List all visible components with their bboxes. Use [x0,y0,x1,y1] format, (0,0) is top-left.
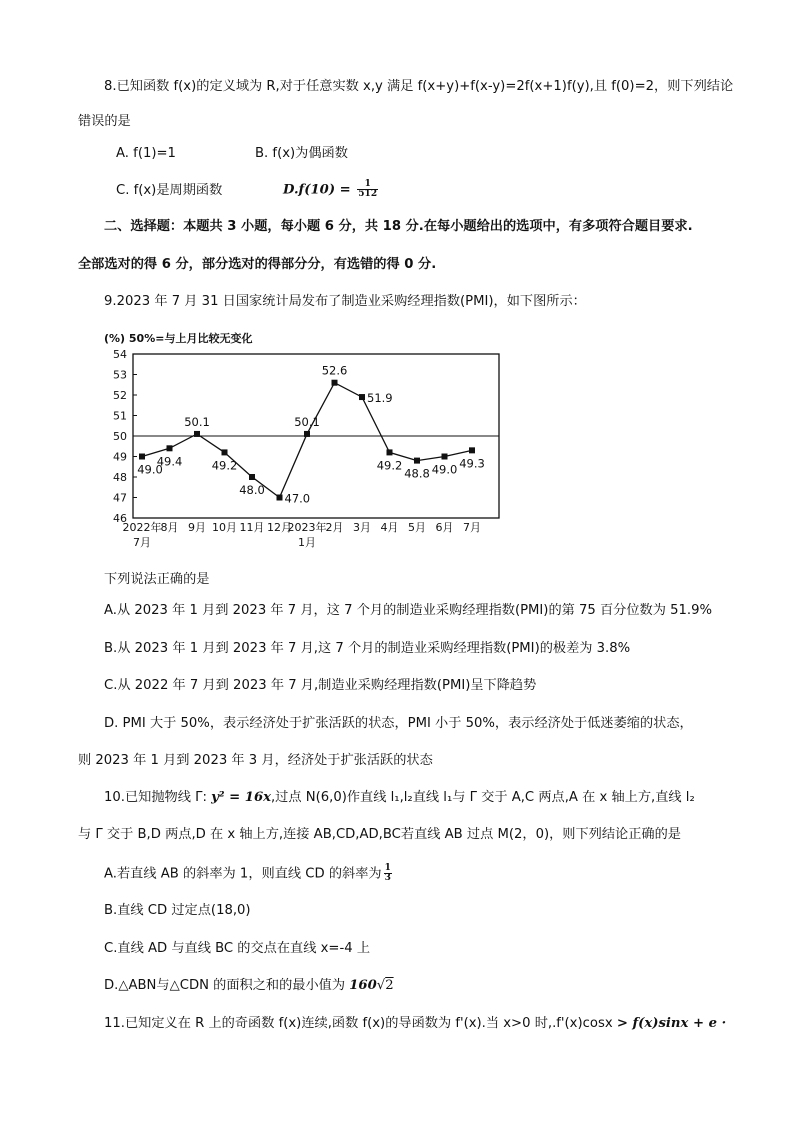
data-point [139,454,145,460]
data-point [387,449,393,455]
data-label: 52.6 [321,363,348,378]
q10-option-d-text: D.△ABN与△CDN 的面积之和的最小值为 [104,978,350,993]
q11-stem-text: 11.已知定义在 R 上的奇函数 f(x)连续,函数 f(x)的导函数为 f'(x).当 x>0 时,.f'(x)cosx [104,1016,617,1031]
x-tick-label: 8月 [160,521,179,534]
data-label: 49.4 [156,454,183,469]
q9-option-c: C.从 2022 年 7 月到 2023 年 7 月,制造业采购经理指数(PMI)呈下降趋势 [104,678,537,693]
q10-option-d-radicand: 2 [385,978,394,993]
q8-option-d [283,180,378,200]
data-label: 48.8 [404,466,430,481]
x-tick-label: 10月 [212,521,237,534]
data-label: 48.0 [239,483,265,497]
data-point [442,454,448,460]
x-tick-label: 4月 [380,521,399,534]
x-tick-label: 11月 [239,521,265,534]
data-point [332,380,338,386]
y-tick-label: 54 [113,348,127,361]
fraction-numerator: 1 [384,863,391,873]
section-2-instructions-line-1: 二、选择题：本题共 3 小题，每小题 6 分，共 18 分.在每小题给出的选项中，有多项符合题目要求. [104,219,693,234]
x-tick-label: 2023年 [287,521,327,534]
q9-prompt: 下列说法正确的是 [104,572,210,587]
x-tick-label: 2月 [325,521,344,534]
y-tick-label: 53 [113,368,127,382]
q10-option-d [104,977,394,995]
fraction-denominator: 512 [358,189,378,199]
q9-option-d-line-1: D. PMI 大于 50%，表示经济处于扩张活跃的状态，PMI 小于 50%，表示经济处于低迷萎缩的状态， [104,716,693,731]
data-label: 49.2 [211,458,238,473]
q9-option-d-line-2: 则 2023 年 1 月到 2023 年 3 月，经济处于扩张活跃的状态 [78,753,433,768]
y-tick-label: 47 [113,491,127,505]
data-point [414,458,420,464]
data-label: 50.1 [184,414,210,429]
data-label: 50.1 [294,414,320,429]
x-tick-label-line-2: 1月 [298,536,316,549]
q8-stem-line-2: 错误的是 [78,114,131,129]
q11-stem-math: > f(x)sinx + e · [616,1016,727,1031]
fraction-numerator: 1 [357,180,378,190]
q10-stem-line-2: 与 Γ 交于 B,D 两点,D 在 x 轴上方,连接 AB,CD,AD,BC若直线 AB 过点 M(2，0)，则下列结论正确的是 [78,827,681,842]
data-point [304,431,310,437]
data-label: 49.0 [431,462,458,477]
chart-title: (%) 50%=与上月比较无变化 [104,332,253,345]
x-tick-label: 3月 [353,521,371,534]
q11-stem [104,1015,726,1033]
q10-option-b: B.直线 CD 过定点(18,0) [104,903,251,918]
q8-option-a: A. f(1)=1 [116,146,176,161]
fraction-denominator: 3 [384,873,391,883]
q9-stem: 9.2023 年 7 月 31 日国家统计局发布了制造业采购经理指数(PMI)，如下图所示： [104,294,586,309]
x-tick-label: 12月 [267,521,292,534]
data-label: 51.9 [367,391,393,406]
data-point [194,431,200,437]
q10-option-a-text: A.若直线 AB 的斜率为 1，则直线 CD 的斜率为 [104,866,382,882]
q10-option-a [104,864,392,884]
q9-option-b: B.从 2023 年 1 月到 2023 年 7 月,这 7 个月的制造业采购经理指数(PMI)的极差为 3.8% [104,641,631,656]
data-point [167,445,173,451]
y-tick-label: 51 [113,409,127,423]
data-label: 49.0 [137,462,163,477]
x-tick-label-line-2: 7月 [133,536,151,549]
q10-option-c: C.直线 AD 与直线 BC 的交点在直线 x=-4 上 [104,941,371,956]
q10-stem-part-b: ,过点 N(6,0)作直线 l₁,l₂直线 l₁与 Γ 交于 A,C 两点,A 在 x 轴上方,直线 l₂ [270,790,695,805]
q9-option-a: A.从 2023 年 1 月到 2023 年 7 月，这 7 个月的制造业采购经理指数(PMI)的第 75 百分位数为 51.9% [104,603,713,618]
x-tick-label: 9月 [188,521,206,534]
q8-option-b: B. f(x)为偶函数 [255,146,348,161]
q10-stem-line-1 [104,789,695,807]
q8-stem-line-1: 8.已知函数 f(x)的定义域为 R,对于任意实数 x,y 满足 f(x+y)+f(x-y)=2f(x+1)f(y),且 f(0)=2，则下列结论 [104,79,734,94]
y-tick-label: 52 [113,389,127,402]
x-tick-label: 7月 [463,521,481,534]
data-label: 49.3 [459,456,485,471]
sqrt-symbol: √ [376,978,386,993]
data-point [277,495,283,501]
pmi-line-chart [100,328,505,558]
data-label: 47.0 [284,491,311,506]
x-tick-label: 6月 [435,521,454,534]
y-tick-label: 50 [113,430,127,443]
section-2-instructions-line-2: 全部选对的得 6 分，部分选对的得部分分，有选错的得 0 分. [78,257,437,272]
q10-option-d-coefficient: 160 [349,978,377,993]
x-tick-label: 5月 [408,521,426,534]
data-label: 49.2 [376,458,403,473]
data-point [469,447,475,453]
q8-option-d-fraction [357,180,378,199]
data-point [222,449,228,455]
q8-option-c: C. f(x)是周期函数 [116,183,223,198]
q8-option-d-prefix: D.f(10) = [283,182,356,198]
data-point [359,394,365,400]
y-tick-label: 49 [113,450,127,464]
q10-stem-part-a: 10.已知抛物线 Γ: [104,790,212,805]
data-point [249,474,255,480]
y-tick-label: 48 [113,471,127,484]
q10-option-a-fraction [384,864,392,883]
q10-parabola-equation: y² = 16x [211,790,271,805]
x-tick-label: 2022年 [122,521,162,534]
y-tick-label: 46 [113,512,127,525]
